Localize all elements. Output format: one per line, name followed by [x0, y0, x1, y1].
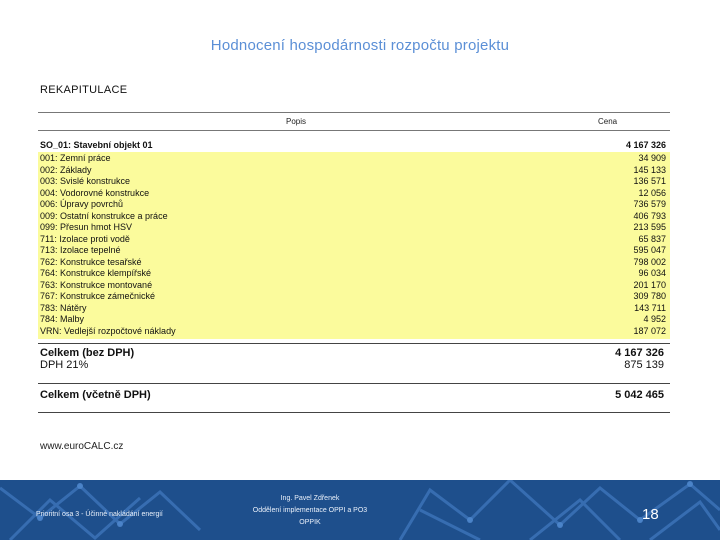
table-row [38, 303, 670, 313]
column-header-description: Popis [286, 117, 307, 126]
table-row [38, 176, 670, 186]
row-label: 001: Zemní práce [40, 153, 111, 163]
vat-value: 875 139 [624, 359, 664, 371]
footer-priority-axis: Prioritní osa 3 - Účinné nakládání energií [36, 511, 163, 518]
table-row [38, 245, 670, 255]
row-value: 595 047 [633, 245, 666, 255]
table-row [38, 280, 670, 290]
row-label: 002: Základy [40, 164, 92, 175]
row-value: 201 170 [633, 279, 666, 290]
footer-author-name: Ing. Pavel Zdřenek [280, 495, 340, 502]
total-with-vat-value: 5 042 465 [615, 389, 664, 401]
table-row [38, 257, 670, 267]
building-object-value: 4 167 326 [625, 140, 666, 150]
row-label: 009: Ostatní konstrukce a práce [40, 210, 168, 221]
row-value: 309 780 [633, 291, 666, 301]
table-row [38, 211, 670, 221]
total-with-vat-row [40, 389, 668, 401]
row-label: 006: Úpravy povrchů [40, 199, 124, 209]
table-row [38, 188, 670, 198]
table-row [38, 326, 670, 336]
row-label: 099: Přesun hmot HSV [40, 222, 133, 232]
grand-total-rule [38, 383, 670, 384]
page-number: 18 [642, 506, 659, 523]
footer-bar [0, 480, 720, 540]
row-label: 004: Vodorovné konstrukce [40, 187, 150, 198]
row-label: 763: Konstrukce montované [40, 279, 153, 290]
row-label: 713: Izolace tepelné [40, 245, 121, 255]
row-label: VRN: Vedlejší rozpočtové náklady [40, 325, 176, 336]
source-url: www.euroCALC.cz [40, 441, 124, 452]
table-row [38, 314, 670, 324]
vat-row [40, 359, 668, 371]
row-label: 711: Izolace proti vodě [40, 233, 130, 244]
row-value: 96 034 [638, 268, 666, 278]
recap-heading: REKAPITULACE [40, 84, 128, 96]
row-value: 798 002 [633, 256, 666, 267]
table-row [38, 199, 670, 209]
building-object-label: SO_01: Stavební objekt 01 [40, 140, 153, 150]
header-rule [38, 130, 670, 131]
row-value: 736 579 [633, 199, 666, 209]
slide-title: Hodnocení hospodárnosti rozpočtu projektu [210, 37, 510, 54]
table-bottom-rule [38, 412, 670, 413]
vat-label: DPH 21% [40, 359, 89, 371]
row-value: 143 711 [634, 302, 666, 313]
table-row [38, 291, 670, 301]
totals-rule [38, 343, 670, 344]
row-value: 406 793 [633, 210, 666, 221]
footer-department: Oddělení implementace OPPI a PO3 [252, 507, 368, 514]
row-value: 34 909 [638, 153, 666, 163]
total-without-vat-value: 4 167 326 [615, 347, 664, 359]
row-value: 4 952 [643, 314, 666, 324]
building-object-row [38, 140, 670, 150]
row-value: 213 595 [633, 222, 666, 232]
row-value: 136 571 [633, 176, 666, 186]
total-without-vat-row [40, 347, 668, 359]
column-header-price: Cena [598, 117, 618, 126]
row-label: 784: Malby [40, 314, 85, 324]
row-label: 783: Nátěry [40, 302, 87, 313]
total-without-vat-label: Celkem (bez DPH) [40, 347, 135, 359]
footer-program: OPPIK [299, 519, 321, 526]
row-label: 762: Konstrukce tesařské [40, 256, 142, 267]
footer-author [220, 493, 400, 529]
row-value: 65 837 [638, 233, 666, 244]
table-row [38, 222, 670, 232]
table-top-rule [38, 112, 670, 113]
row-value: 145 133 [633, 164, 666, 175]
total-with-vat-label: Celkem (včetně DPH) [40, 389, 151, 401]
table-row [38, 165, 670, 175]
table-row [38, 153, 670, 163]
row-label: 003: Svislé konstrukce [40, 176, 131, 186]
table-row [38, 234, 670, 244]
row-value: 187 072 [633, 325, 666, 336]
table-row [38, 268, 670, 278]
row-label: 764: Konstrukce klempířské [40, 268, 152, 278]
row-value: 12 056 [638, 187, 666, 198]
row-label: 767: Konstrukce zámečnické [40, 291, 156, 301]
